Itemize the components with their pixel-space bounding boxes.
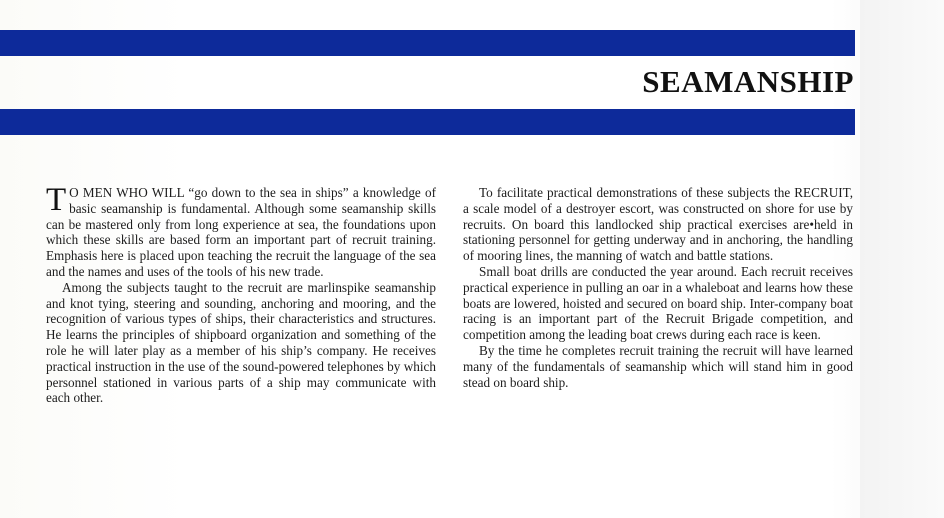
header-stripe-top	[0, 30, 855, 56]
right-paragraph-1: To facilitate practical demonstrations of these subjects the RECRUIT, a scale model of a destroyer escort, was constructed on shore for use by recruits. On board this landlocked ship practical exercises are•held in stationing personnel for getting underway and in anchoring, the handling of mooring lines, the manning of watch and battle stations.	[463, 185, 853, 264]
page-title: SEAMANSHIP	[642, 64, 854, 99]
header-stripe-bottom	[0, 109, 855, 135]
left-column	[46, 182, 436, 406]
page-edge-margin	[860, 0, 944, 518]
left-paragraph-1-text: O MEN WHO WILL “go down to the sea in ships” a knowledge of basic seamanship is fundamental. Although some seamanship skills can be mastered only from long experience at sea, the foundations upon which these skills are based form an important part of recruit training. Emphasis here is placed upon teaching the recruit the language of the sea and the names and uses of the tools of his new trade.	[46, 185, 436, 279]
left-paragraph-1	[46, 182, 436, 280]
left-paragraph-2: Among the subjects taught to the recruit are marlinspike seamanship and knot tying, steering and sounding, anchoring and mooring, and the recognition of various types of ships, their characteristics and structures. He learns the principles of shipboard organization and something of the role he will later play as a member of his ship’s company. He receives practical instruction in the use of the sound-powered telephones by which personnel stationed in various parts of a ship may communicate with each other.	[46, 279, 436, 406]
drop-cap: T	[46, 182, 67, 218]
right-paragraph-2: Small boat drills are conducted the year around. Each recruit receives practical experience in pulling an oar in a whaleboat and learns how these boats are lowered, hoisted and secured on board ship. Inter-company boat racing is an important part of the Recruit Brigade competition, and competition among the leading boat crews during each race is keen.	[463, 263, 853, 343]
right-paragraph-3: By the time he completes recruit training the recruit will have learned many of the fundamentals of seamanship which will stand him in good stead on board ship.	[463, 342, 853, 390]
right-column	[463, 185, 853, 390]
